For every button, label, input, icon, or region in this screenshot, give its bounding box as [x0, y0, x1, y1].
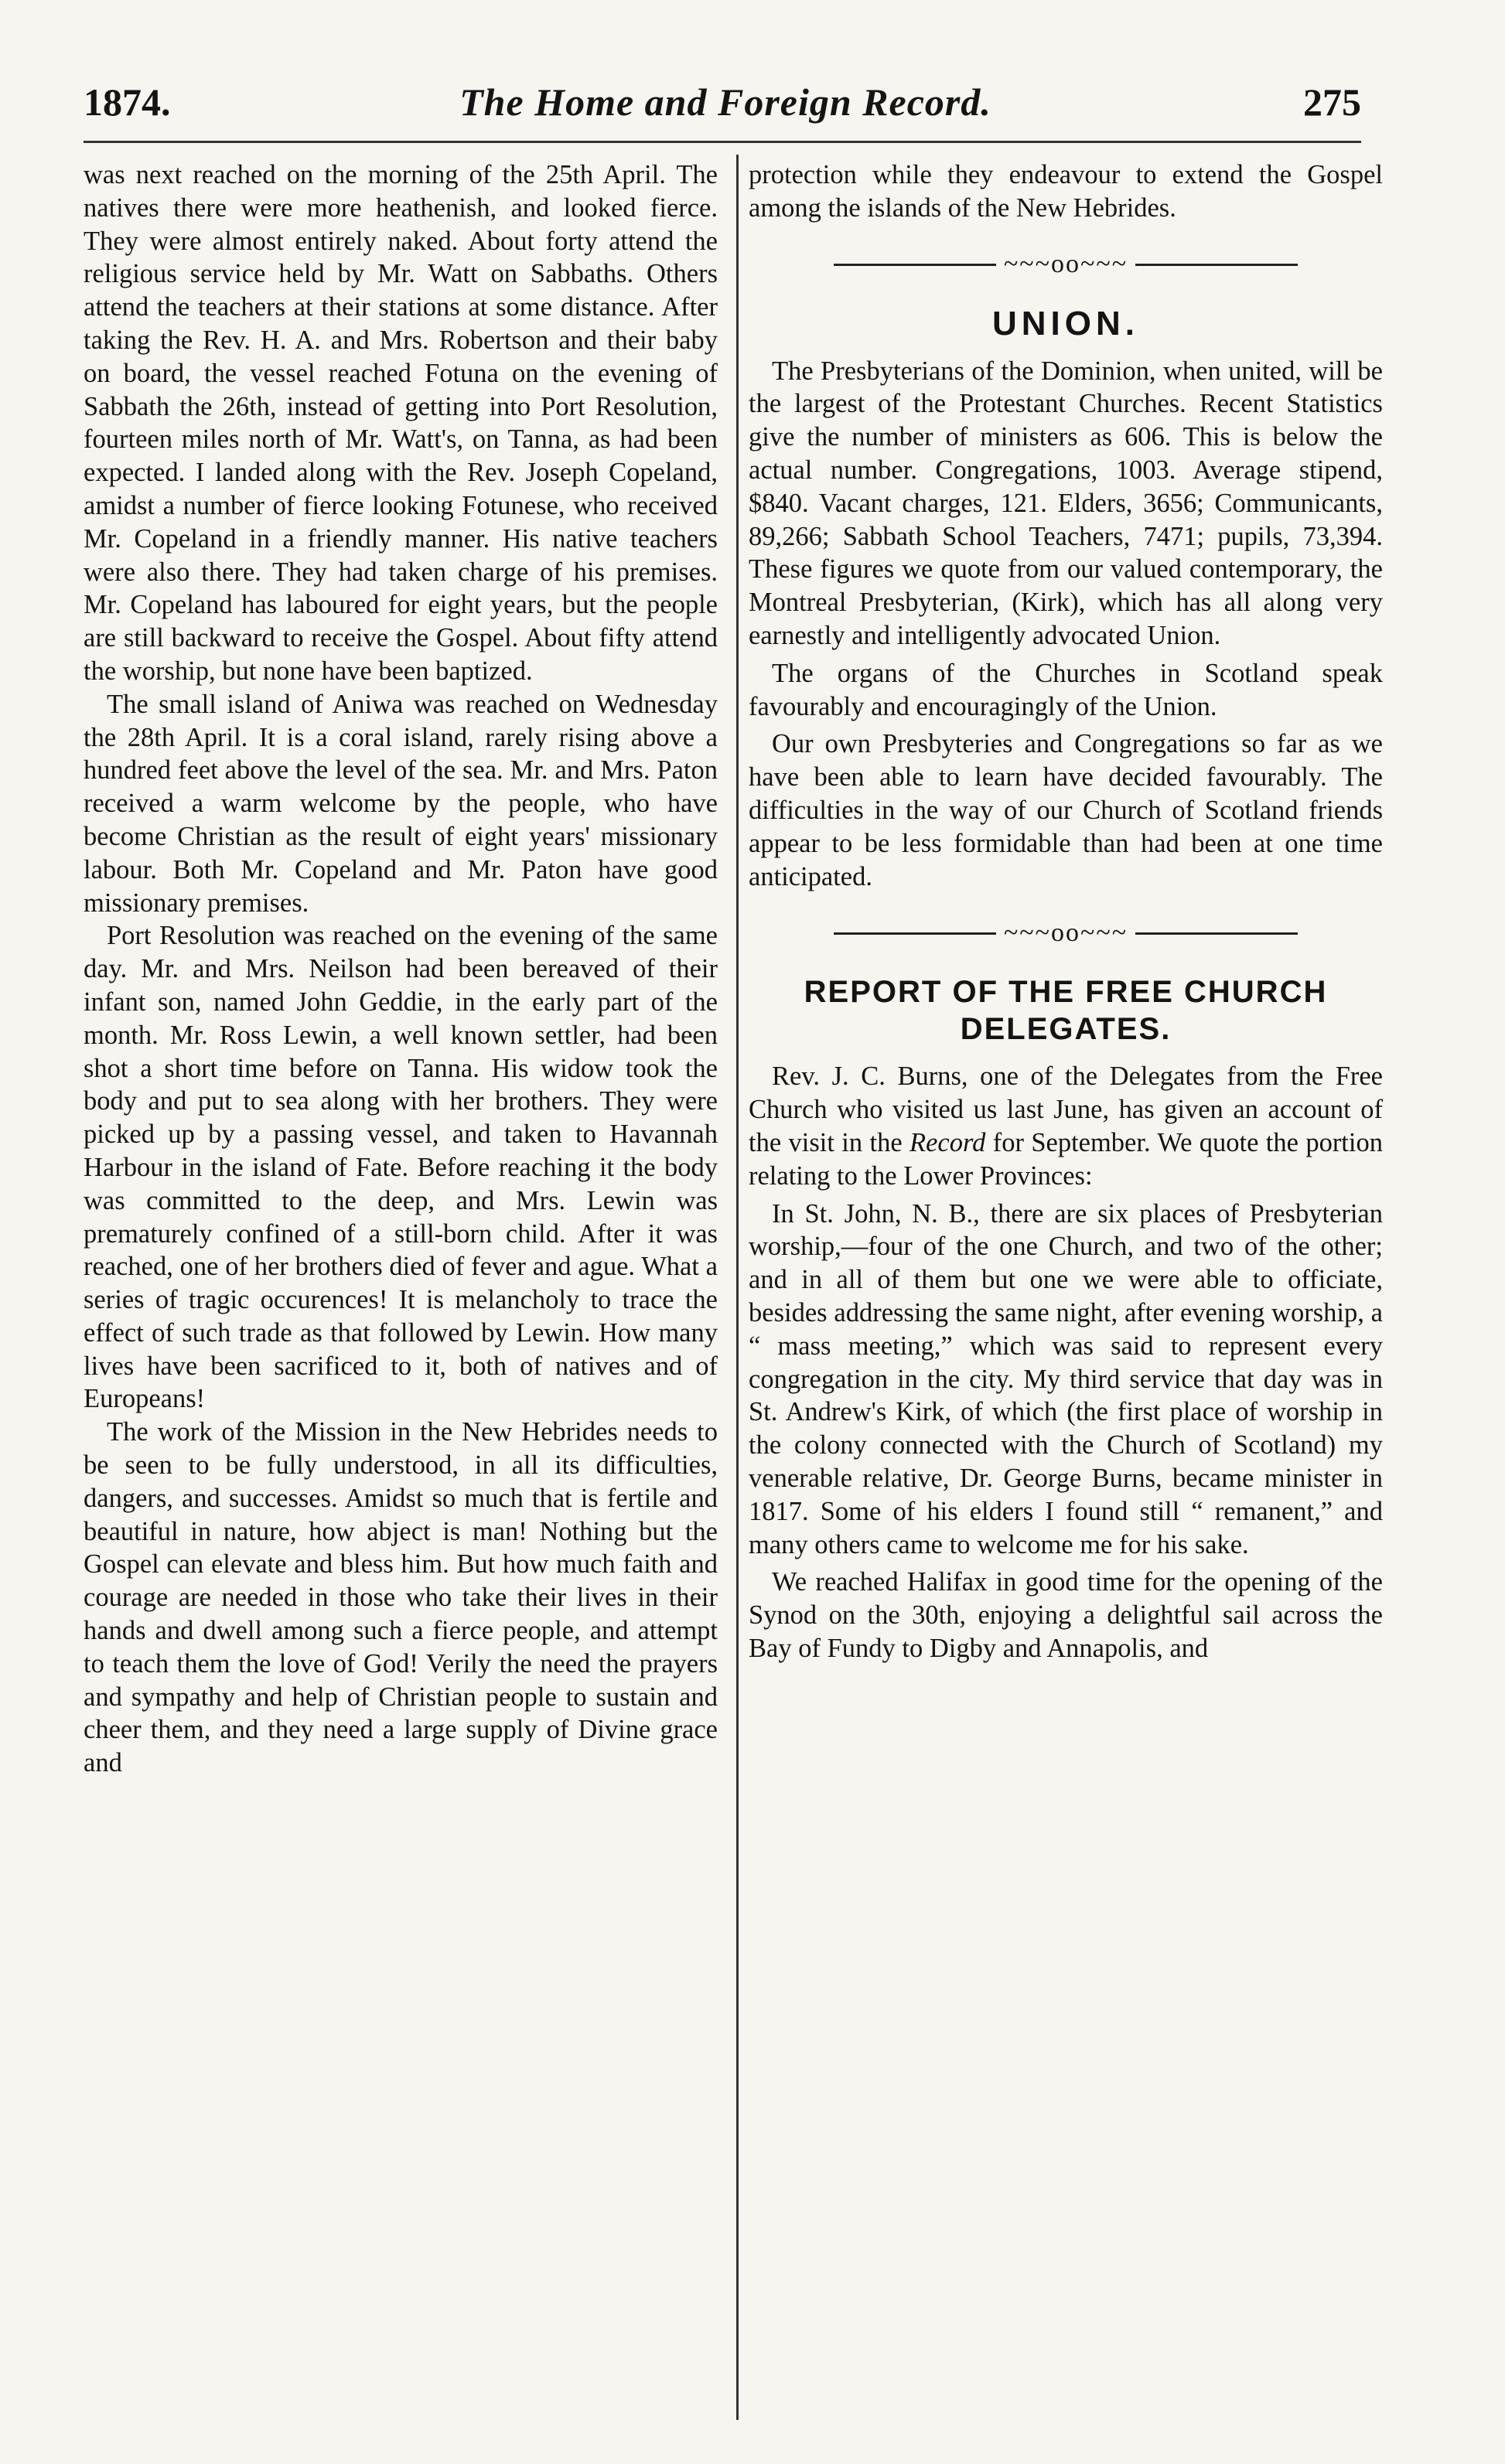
left-paragraph-2: The small island of Aniwa was reached on Wednesday the 28th April. It is a coral island, rarely rising above a hundred feet above the level of the sea. Mr. and Mrs. Paton received a warm welcome by the people, who have become Christian as the result of eight years' missionary labour. Both Mr. Copeland and Mr. Paton have good missionary premises. [84, 689, 718, 918]
union-paragraph-1: The Presbyterians of the Dominion, when united, will be the largest of the Protestant Churches. Recent Statistics give the number of ministers as 606. This is below the actual number. Congregations, 1003. Average stipend, $840. Vacant charges, 121. Elders, 3656; Communicants, 89,266; Sabbath School Teachers, 7471; pupils, 73,394. These figures we quote from our valued contemporary, the Montreal Presbyterian, (Kirk), which has all along very earnestly and intelligently advocated Union. [749, 356, 1383, 650]
left-paragraph-3: Port Resolution was reached on the evening of the same day. Mr. and Mrs. Neilson had been bereaved of their infant son, named John Geddie, in the early part of the month. Mr. Ross Lewin, a well known settler, had been shot a short time before on Tanna. His widow took the body and put to sea along with her brothers. They were picked up by a passing vessel, and taken to Havannah Harbour in the island of Fate. Before reaching it the body was committed to the deep, and Mrs. Lewin was prematurely confined of a still-born child. After it was reached, one of her brothers died of fever and ague. What a series of tragic occurences! It is melancholy to trace the effect of such trade as that followed by Lewin. How many lives have been sacrificed to it, both of natives and of Europeans! [84, 921, 718, 1414]
ornament-line-left [834, 932, 996, 935]
ornament-divider-1 [834, 242, 1298, 288]
report-intro-text: Rev. J. C. Burns, one of the Delegates from the Free Church who visited us last June, has given an account of the visit in the [749, 1062, 1383, 1157]
header-title: The Home and Foreign Record. [459, 80, 991, 124]
left-paragraph-4: The work of the Mission in the New Hebrides needs to be seen to be fully understood, in all its difficulties, dangers, and successes. Amidst so much that is fertile and beautiful in nature, how abject is man! Nothing but the Gospel can elevate and bless him. But how much faith and courage are needed in those who take their lives in their hands and dwell among such a fierce people, and attempt to teach them the love of God! Verily the need the prayers and sympathy and help of Christian people to sustain and cheer them, and they need a large supply of Divine grace and [84, 1417, 718, 1778]
header-year: 1874. [84, 80, 171, 124]
union-paragraph-2: The organs of the Churches in Scotland speak favourably and encouragingly of the Union. [749, 658, 1383, 721]
ornament-line-right [1135, 932, 1298, 935]
header-page-number: 275 [1303, 80, 1361, 124]
union-heading: UNION. [992, 304, 1139, 343]
right-column [749, 158, 1383, 1670]
report-paragraph-1: In St. John, N. B., there are six places of Presbyterian worship,—four of the one Church, and two of the other; and in all of them but one we were able to officiate, besides addressing the same night, after evening worship, a “ mass meeting,” which was said to represent every congregation in the city. My third service that day was in St. Andrew's Kirk, of which (the first place of worship in the colony connected with the Church of Scotland) my venerable relative, Dr. George Burns, became minister in 1817. Some of his elders I found still “ remanent,” and many others came to welcome me for his sake. [749, 1198, 1383, 1559]
report-intro-text-end: for September. We quote the portion relating to the Lower Provinces: [749, 1127, 1383, 1191]
ornament-line-left [834, 264, 996, 266]
left-column [84, 158, 718, 1780]
ornament-divider-2 [834, 910, 1298, 956]
union-paragraph-3: Our own Presbyteries and Congregations so far as we have been able to learn have decided favourably. The difficulties in the way of our Church of Scotland friends appear to be less formidable than had been at one time anticipated. [749, 729, 1383, 891]
ornament-flourish: ~~~oo~~~ [1003, 250, 1128, 279]
report-paragraph-2: We reached Halifax in good time for the opening of the Synod on the 30th, enjoying a delightful sail across the Bay of Fundy to Digby and Annapolis, and [749, 1567, 1383, 1663]
page-header [84, 71, 1361, 133]
column-divider [736, 155, 739, 2420]
report-intro-paragraph [749, 1060, 1383, 1192]
ornament-line-right [1135, 264, 1298, 266]
record-title-italic: Record [909, 1127, 986, 1157]
header-rule [84, 141, 1361, 143]
left-paragraph-1: was next reached on the morning of the 25th April. The natives there were more heathenish, and looked fierce. They were almost entirely naked. About forty attend the religious service held by Mr. Watt on Sabbaths. Others attend the teachers at their stations at some distance. After taking the Rev. H. A. and Mrs. Robertson and their baby on board, the vessel reached Fotuna on the evening of Sabbath the 26th, instead of getting into Port Resolution, fourteen miles north of Mr. Watt's, on Tanna, as had been expected. I landed along with the Rev. Joseph Copeland, amidst a number of fierce looking Fotunese, who received Mr. Copeland in a friendly manner. His native teachers were also there. They had taken charge of his premises. Mr. Copeland has laboured for eight years, but the people are still backward to receive the Gospel. About fifty attend the worship, but none have been baptized. [84, 160, 718, 686]
right-intro-paragraph: protection while they endeavour to extend the Gospel among the islands of the New Hebrides. [749, 160, 1383, 223]
report-heading: REPORT OF THE FREE CHURCH DELEGATES. [804, 975, 1328, 1047]
ornament-flourish: ~~~oo~~~ [1003, 918, 1128, 947]
